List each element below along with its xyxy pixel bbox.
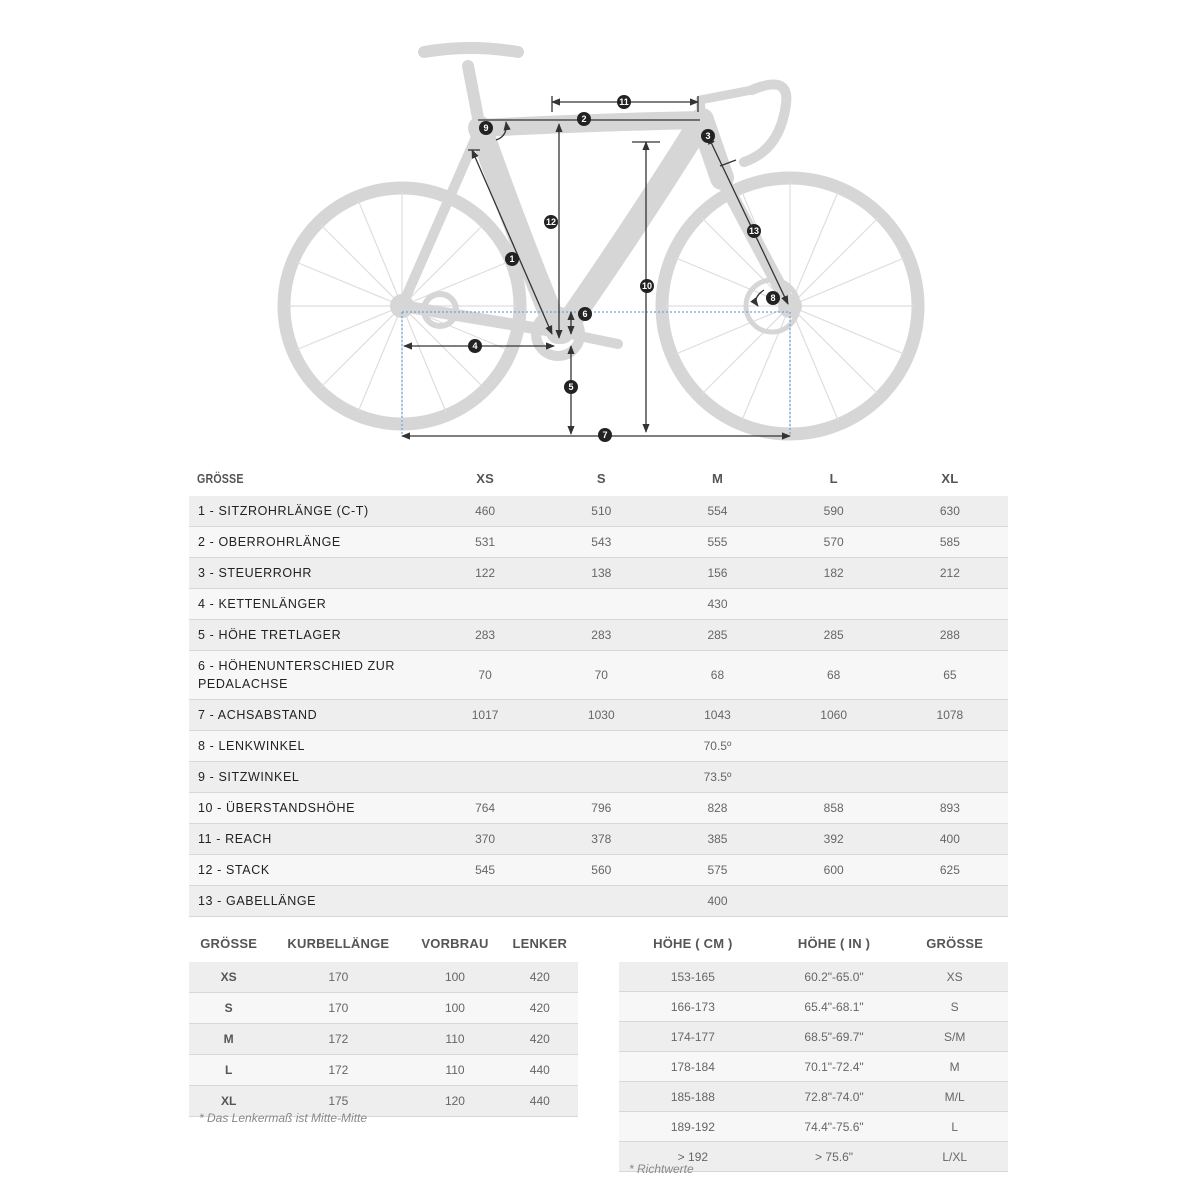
sizing-cell: 178-184 [619,1052,767,1082]
svg-text:3: 3 [705,131,711,141]
geometry-cell: 1060 [776,700,892,731]
sizing-body [619,962,1008,1172]
geometry-cell: 1043 [659,700,775,731]
components-cell: 440 [502,1055,578,1086]
sizing-cell: 70.1"-72.4" [767,1052,902,1082]
sizing-cell: M/L [901,1082,1008,1112]
sizing-cell: 72.8"-74.0" [767,1082,902,1112]
geometry-cell: 510 [543,496,659,527]
marker-11 [617,95,631,109]
sizing-row [619,1052,1008,1082]
geometry-cell: 70.5º [427,731,1008,762]
components-size-cell: XL [189,1086,268,1117]
sizing-cell: 60.2"-65.0" [767,962,902,992]
header-stem: VORBRAU [421,936,489,951]
sizing-row [619,992,1008,1022]
sizing-cell: S/M [901,1022,1008,1052]
geometry-row [189,496,1008,527]
geometry-cell: 65 [892,651,1008,700]
sizing-cell: XS [901,962,1008,992]
components-size-cell: L [189,1055,268,1086]
sizing-cell: 74.4"-75.6" [767,1112,902,1142]
geometry-cell: 156 [659,558,775,589]
handlebar-note: * Das Lenkermaß ist Mitte-Mitte [199,1111,368,1125]
sizing-cell: 189-192 [619,1112,767,1142]
sizing-cell: 185-188 [619,1082,767,1112]
components-row [189,993,578,1024]
marker-12 [544,215,558,229]
components-cell: 110 [408,1024,501,1055]
sizing-row [619,1022,1008,1052]
marker-4 [468,339,482,353]
sizing-header-row [619,926,1008,962]
geometry-cell: 400 [892,824,1008,855]
bike-geometry-diagram [0,0,1200,460]
geometry-cell: 560 [543,855,659,886]
sizing-cell: > 75.6" [767,1142,902,1172]
components-cell: 100 [408,962,501,993]
sizing-cell: 153-165 [619,962,767,992]
svg-text:1: 1 [509,254,515,264]
geometry-cell: 283 [427,620,543,651]
geometry-cell: 555 [659,527,775,558]
geometry-row-label: 5 - HÖHE TRETLAGER [189,620,427,651]
components-cell: 175 [268,1086,408,1117]
header-m: M [711,471,723,486]
geometry-header-row [189,462,1008,496]
geometry-cell: 625 [892,855,1008,886]
geometry-row [189,620,1008,651]
components-body [189,962,578,1117]
components-size-cell: XS [189,962,268,993]
geometry-cell: 283 [543,620,659,651]
components-cell: 172 [268,1055,408,1086]
components-row [189,962,578,993]
geometry-cell: 68 [776,651,892,700]
header-xs: XS [476,471,494,486]
marker-2 [577,112,591,126]
components-table [189,926,578,1117]
svg-text:6: 6 [582,309,588,319]
svg-text:11: 11 [619,97,629,107]
geometry-cell: 70 [427,651,543,700]
geometry-cell: 212 [892,558,1008,589]
geometry-cell: 554 [659,496,775,527]
geometry-row-label: 9 - SITZWINKEL [189,762,427,793]
header-size: GRÖSSE [197,471,244,486]
geometry-row-label: 12 - STACK [189,855,427,886]
geometry-cell: 796 [543,793,659,824]
geometry-row-label: 11 - REACH [189,824,427,855]
components-cell: 110 [408,1055,501,1086]
geometry-cell: 73.5º [427,762,1008,793]
components-cell: 120 [408,1086,501,1117]
geometry-cell: 543 [543,527,659,558]
sizing-cell: 68.5"-69.7" [767,1022,902,1052]
bike-silhouette [284,48,918,434]
geometry-cell: 68 [659,651,775,700]
geometry-cell: 460 [427,496,543,527]
marker-6 [578,307,592,321]
geometry-cell: 1017 [427,700,543,731]
header-height-in: HÖHE ( IN ) [797,936,871,951]
geometry-row [189,824,1008,855]
geometry-cell: 585 [892,527,1008,558]
components-cell: 420 [502,1024,578,1055]
geometry-cell: 285 [776,620,892,651]
sizing-cell: S [901,992,1008,1022]
components-size-cell: M [189,1024,268,1055]
marker-8 [766,291,780,305]
geometry-row [189,589,1008,620]
components-size-cell: S [189,993,268,1024]
sizing-cell: 65.4"-68.1" [767,992,902,1022]
components-row [189,1024,578,1055]
header-s: S [596,471,606,486]
sizing-cell: 174-177 [619,1022,767,1052]
geometry-body [189,496,1008,917]
header-handlebar: LENKER [512,936,568,951]
sizing-cell: M [901,1052,1008,1082]
sizing-cell: L/XL [901,1142,1008,1172]
geometry-row [189,793,1008,824]
header-xl: XL [941,471,959,486]
sizing-cell: L [901,1112,1008,1142]
geometry-cell: 1030 [543,700,659,731]
geometry-cell: 285 [659,620,775,651]
header-height-cm: HÖHE ( CM ) [653,936,733,951]
geometry-table [189,462,1008,917]
marker-9 [479,121,493,135]
geometry-row [189,700,1008,731]
geometry-cell: 893 [892,793,1008,824]
svg-text:13: 13 [748,226,760,236]
header-size: GRÖSSE [926,936,984,951]
geometry-cell: 370 [427,824,543,855]
svg-text:12: 12 [545,217,557,227]
geometry-cell: 430 [427,589,1008,620]
components-cell: 172 [268,1024,408,1055]
sizing-row [619,1112,1008,1142]
geometry-cell: 1078 [892,700,1008,731]
geometry-row-label: 3 - STEUERROHR [189,558,427,589]
geometry-cell: 378 [543,824,659,855]
sizing-table [619,926,1008,1172]
sizing-row [619,962,1008,992]
geometry-row-label: 8 - LENKWINKEL [189,731,427,762]
geometry-row [189,855,1008,886]
geometry-cell: 828 [659,793,775,824]
header-crank-length: KURBELLÄNGE [287,936,390,951]
svg-text:8: 8 [770,293,776,303]
geometry-cell: 182 [776,558,892,589]
marker-13 [747,224,761,238]
geometry-row [189,527,1008,558]
svg-text:2: 2 [581,114,587,124]
geometry-row [189,651,1008,700]
geometry-cell: 70 [543,651,659,700]
svg-text:4: 4 [472,341,478,351]
marker-10 [640,279,654,293]
geometry-cell: 400 [427,886,1008,917]
marker-3 [701,129,715,143]
geometry-cell: 385 [659,824,775,855]
geometry-row-label: 2 - OBERROHRLÄNGE [189,527,427,558]
geometry-row-label: 4 - KETTENLÄNGER [189,589,427,620]
geometry-cell: 590 [776,496,892,527]
geometry-cell: 600 [776,855,892,886]
svg-text:10: 10 [641,281,653,291]
geometry-cell: 531 [427,527,543,558]
geometry-row [189,558,1008,589]
geometry-row-label: 10 - ÜBERSTANDSHÖHE [189,793,427,824]
sizing-cell: > 192 [619,1142,767,1172]
svg-text:5: 5 [568,382,574,392]
marker-5 [564,380,578,394]
geometry-row [189,731,1008,762]
geometry-cell: 630 [892,496,1008,527]
marker-1 [505,252,519,266]
geometry-row-label: 6 - HÖHENUNTERSCHIED ZUR PEDALACHSE [189,651,427,700]
sizing-row [619,1082,1008,1112]
components-cell: 420 [502,993,578,1024]
geometry-cell: 545 [427,855,543,886]
components-header-row [189,926,578,962]
svg-text:7: 7 [602,430,608,440]
header-size: GRÖSSE [200,936,258,951]
geometry-row-label: 7 - ACHSABSTAND [189,700,427,731]
components-cell: 420 [502,962,578,993]
geometry-row [189,762,1008,793]
geometry-cell: 764 [427,793,543,824]
geometry-cell: 288 [892,620,1008,651]
sizing-cell: 166-173 [619,992,767,1022]
geometry-row-label: 1 - SITZROHRLÄNGE (C-T) [189,496,427,527]
components-cell: 170 [268,962,408,993]
geometry-cell: 138 [543,558,659,589]
components-cell: 440 [502,1086,578,1117]
geometry-row [189,886,1008,917]
header-l: L [829,471,838,486]
geometry-cell: 122 [427,558,543,589]
guideline-note: * Richtwerte [629,1162,694,1176]
geometry-cell: 570 [776,527,892,558]
svg-text:9: 9 [483,123,489,133]
geometry-cell: 392 [776,824,892,855]
geometry-cell: 575 [659,855,775,886]
components-row [189,1055,578,1086]
components-cell: 170 [268,993,408,1024]
geometry-row-label: 13 - GABELLÄNGE [189,886,427,917]
geometry-cell: 858 [776,793,892,824]
components-cell: 100 [408,993,501,1024]
marker-7 [598,428,612,442]
